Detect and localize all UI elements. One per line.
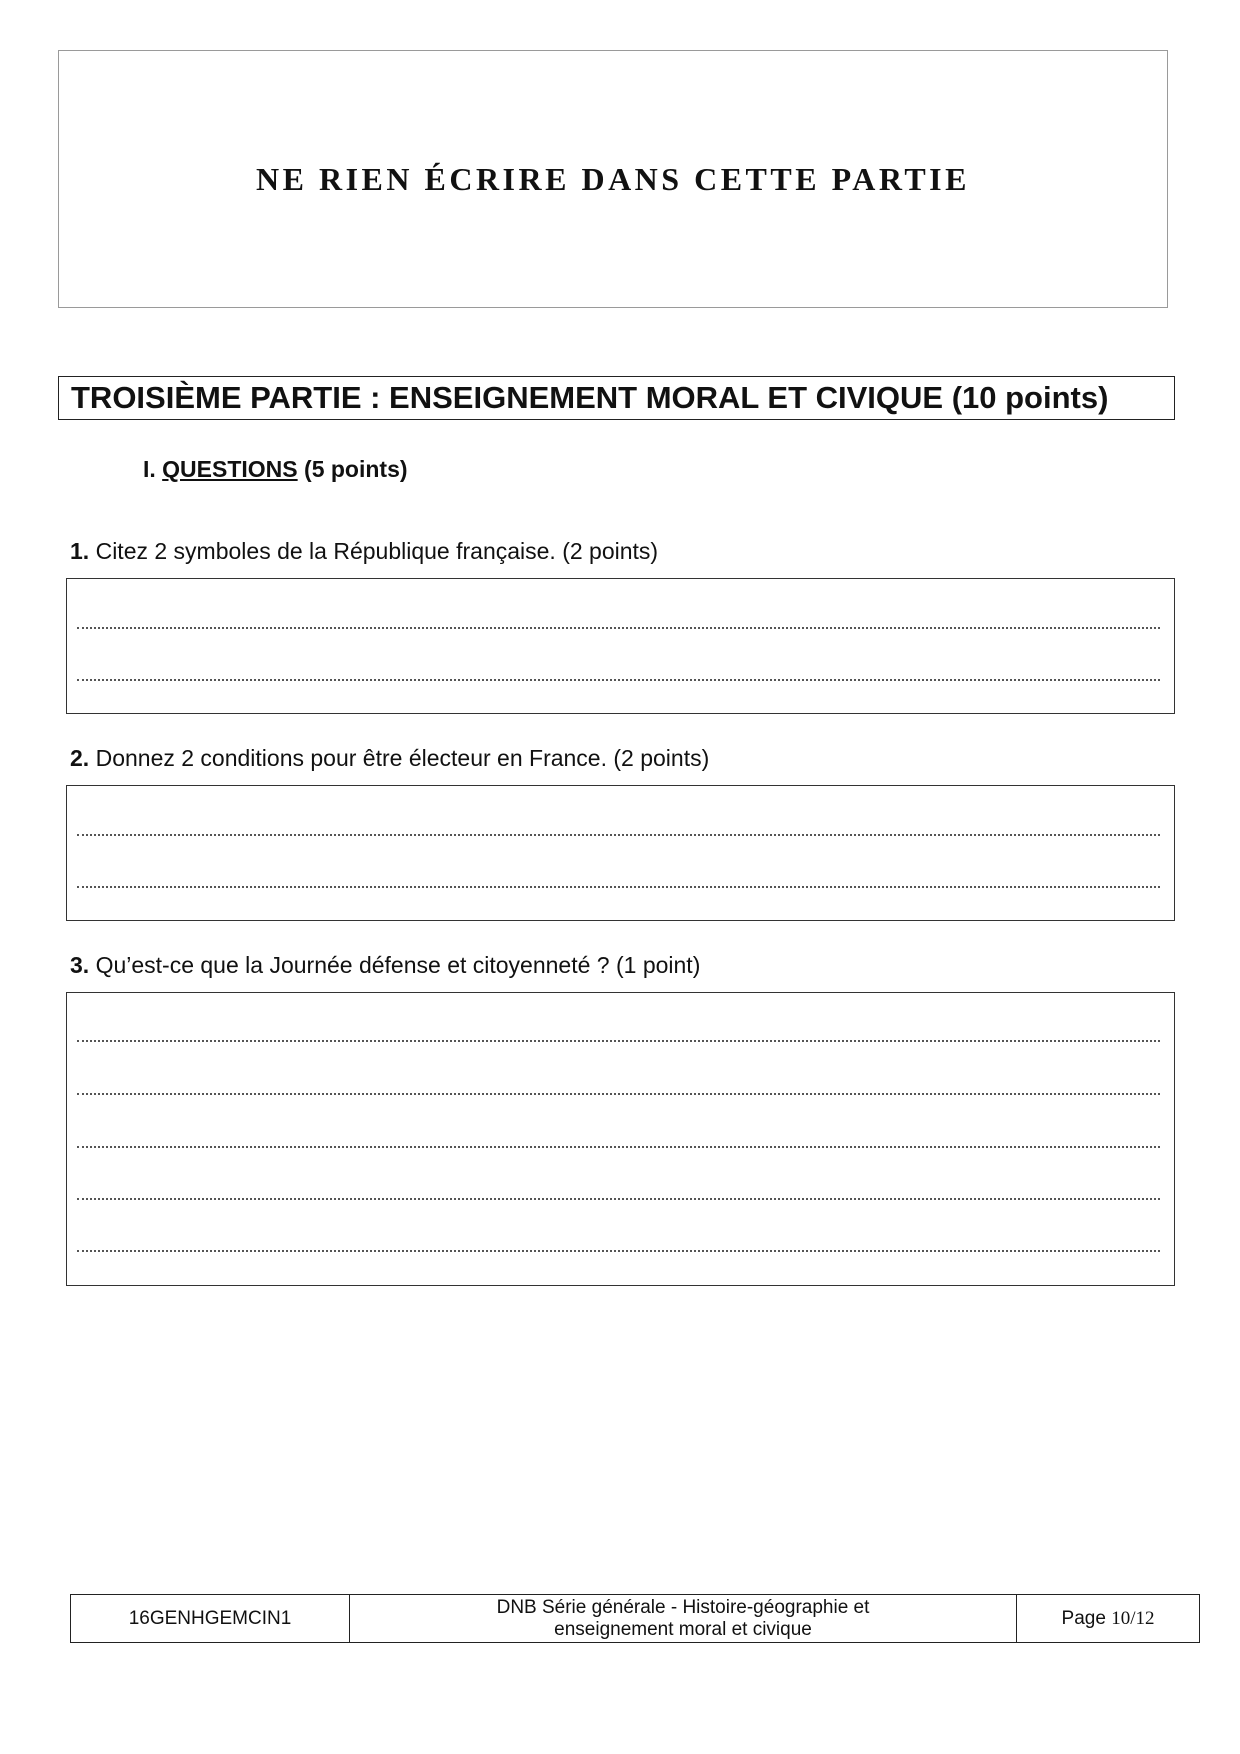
question-2: [70, 745, 709, 772]
page-indicator: [1017, 1595, 1199, 1642]
question-2-text: Donnez 2 conditions pour être électeur en France. (2 points): [95, 745, 710, 771]
answer-line[interactable]: [77, 1040, 1160, 1042]
section-heading: [143, 456, 408, 483]
answer-line[interactable]: [77, 1250, 1160, 1252]
answer-line[interactable]: [77, 1198, 1160, 1200]
question-1-text: Citez 2 symboles de la République française. (2 points): [95, 538, 659, 564]
answer-line[interactable]: [77, 1093, 1160, 1095]
page-number: 10/12: [1111, 1607, 1155, 1629]
exam-description-line-2: enseignement moral et civique: [554, 1618, 812, 1640]
part-title: TROISIÈME PARTIE : ENSEIGNEMENT MORAL ET CIVIQUE (10 points): [58, 376, 1175, 420]
question-1: [70, 538, 658, 565]
question-3: [70, 952, 700, 979]
answer-box-2[interactable]: [66, 785, 1175, 921]
question-2-number: 2.: [70, 745, 90, 771]
answer-line[interactable]: [77, 627, 1160, 629]
exam-description-line-1: DNB Série générale - Histoire-géographie et: [496, 1596, 870, 1618]
question-3-number: 3.: [70, 952, 90, 978]
exam-code: 16GENHGEMCIN1: [71, 1595, 350, 1642]
question-1-number: 1.: [70, 538, 90, 564]
exam-description: [350, 1595, 1017, 1642]
answer-line[interactable]: [77, 1146, 1160, 1148]
answer-line[interactable]: [77, 679, 1160, 681]
page-label: Page: [1061, 1607, 1106, 1629]
section-points: (5 points): [304, 456, 408, 482]
question-3-text: Qu’est-ce que la Journée défense et citoyenneté ? (1 point): [95, 952, 701, 978]
footer-table: [70, 1594, 1200, 1643]
section-number: I.: [143, 456, 156, 482]
answer-box-3[interactable]: [66, 992, 1175, 1286]
answer-box-1[interactable]: [66, 578, 1175, 714]
no-write-area: [58, 50, 1168, 308]
no-write-notice: NE RIEN ÉCRIRE DANS CETTE PARTIE: [256, 160, 970, 197]
section-title: QUESTIONS: [162, 456, 298, 482]
answer-line[interactable]: [77, 886, 1160, 888]
answer-line[interactable]: [77, 834, 1160, 836]
